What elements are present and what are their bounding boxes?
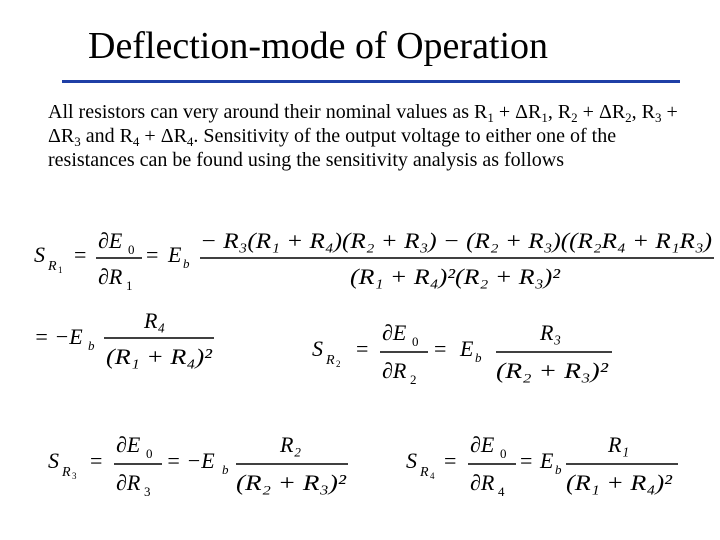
paragraph-subscript: 3 [74,134,81,149]
equation-r1-simplified [34,308,214,369]
eq3-den: (R₂ + R₃)² [496,358,609,383]
eq1-eq2: = [146,242,159,267]
paragraph-text-run: , R [631,101,655,123]
equation-sensitivity-r1 [34,228,714,293]
paragraph-subscript: 3 [655,110,662,125]
eq1-dden: ∂R [98,264,123,289]
eq1-e: E [168,242,182,267]
paragraph-text-run: + ΔR [48,101,678,147]
eq1-num: − R₃(R₁ + R₄)(R₂ + R₃) − (R₂ + R₃)((R₂R₄ + R₁R₃) [200,228,712,253]
eq4-rhs: = −E [166,448,215,473]
eq5-e: E [540,448,554,473]
paragraph-subscript: 2 [625,110,632,125]
eq5-dden: ∂R [470,470,495,495]
eq4-den: (R₂ + R₃)² [236,470,347,495]
paragraph-subscript: 2 [571,110,578,125]
eq3-dden: ∂R [382,358,407,383]
eq3-eq: = [356,336,369,361]
eq4-dden-sub: 3 [144,484,151,499]
eq3-dnum: ∂E [382,320,407,345]
eq5-dnum-sub: 0 [500,446,507,461]
eq3-eq2: = [434,336,447,361]
eq5-den: (R₁ + R₄)² [566,470,673,495]
eq2-den: (R₁ + R₄)² [106,344,213,369]
paragraph-subscript: 1 [541,110,548,125]
eq4-eq: = [90,448,103,473]
eq1-dnum: ∂E [98,228,123,253]
eq1-den: (R₁ + R₄)²(R₂ + R₃)² [350,264,561,289]
eq1-dnum-sub: 0 [128,242,135,257]
eq2-lead: = −E [34,324,83,349]
eq4-s: S [48,448,59,473]
eq4-dnum: ∂E [116,432,141,457]
eq5-s-sub: R [420,465,429,480]
paragraph-subscript: 4 [186,134,194,149]
eq1-e-sub: b [183,256,190,271]
paragraph-text-run: + ΔR [493,101,542,123]
equation-sensitivity-r3 [48,432,348,499]
eq3-dden-sub: 2 [410,372,417,387]
eq3-e: E [460,336,474,361]
equation-sensitivity-r4 [406,432,678,499]
eq4-dnum-sub: 0 [146,446,153,461]
eq2-num: R₄ [144,308,166,333]
eq4-rhs-sub: b [222,462,229,477]
eq2-lead-sub: b [88,338,95,353]
eq5-s: S [406,448,417,473]
eq1-s: S [34,242,45,267]
slide-title: Deflection-mode of Operation [88,25,549,67]
paragraph-text-run: + ΔR [577,101,626,123]
paragraph-text-run: . Sensitivity of the output voltage to either one of the resistances can be found using the sensitivity analysis as follows [48,125,617,171]
eq3-s: S [312,336,323,361]
eq3-s-sub: R [326,353,335,368]
paragraph-subscript: 1 [487,110,494,125]
eq5-num: R₁ [608,432,630,457]
paragraph-text-run: , R [547,101,572,123]
paragraph-subscript: 4 [132,134,140,149]
eq5-eq2: = [520,448,533,473]
eq4-num: R₂ [280,432,302,457]
paragraph-text-run: and R [80,125,133,147]
eq5-dden-sub: 4 [498,484,505,499]
eq4-dden: ∂R [116,470,141,495]
eq3-e-sub: b [475,350,482,365]
eq5-eq: = [444,448,457,473]
eq3-dnum-sub: 0 [412,334,419,349]
eq5-e-sub: b [555,462,562,477]
eq1-eq: = [74,242,87,267]
eq3-num: R₃ [540,320,562,345]
eq5-s-subsub: 4 [430,471,435,481]
eq4-s-sub: R [62,465,71,480]
eq3-s-subsub: 2 [336,359,341,369]
paragraph-text-run: All resistors can very around their nominal values as R [48,101,488,123]
equation-sensitivity-r2 [312,320,612,387]
eq1-s-sub: R [48,259,57,274]
eq1-dden-sub: 1 [126,278,133,293]
eq1-s-subsub: 1 [58,265,63,275]
eq4-s-subsub: 3 [72,471,77,481]
eq5-dnum: ∂E [470,432,495,457]
paragraph-text-run: + ΔR [139,125,187,147]
